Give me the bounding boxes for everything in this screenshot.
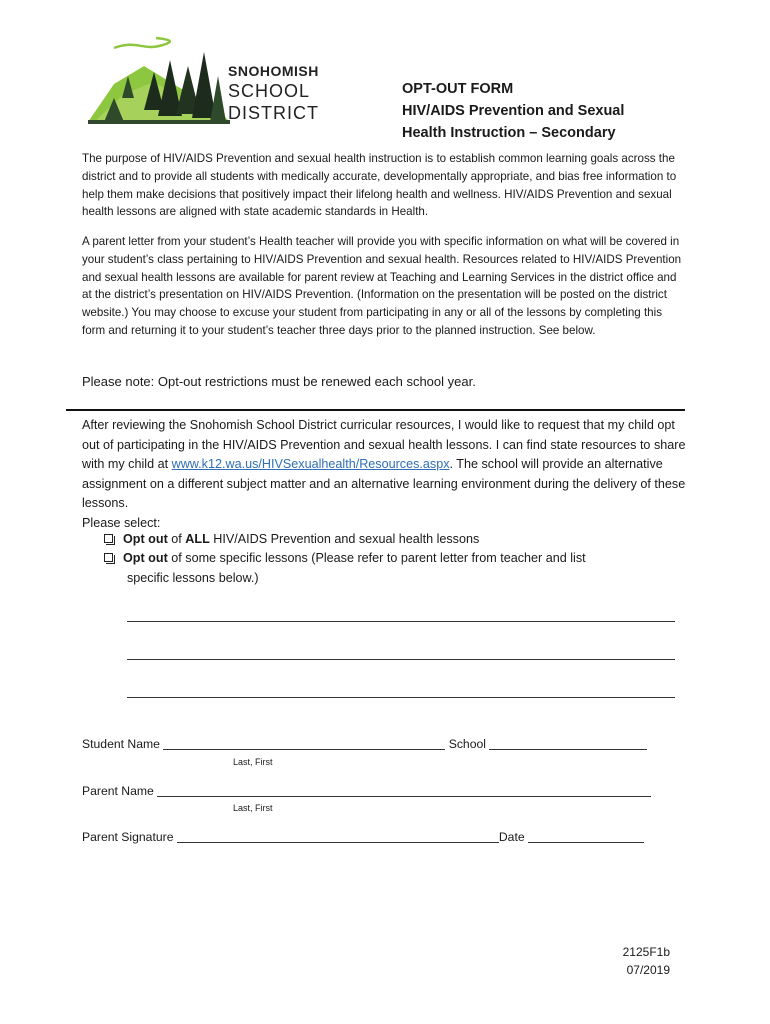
lesson-line-2[interactable] <box>127 659 675 660</box>
option-rest: HIV/AIDS Prevention and sexual health lessons <box>209 532 480 546</box>
trees-logo-icon <box>84 36 234 136</box>
checkbox-icon[interactable] <box>104 534 113 543</box>
resources-link[interactable]: www.k12.wa.us/HIVSexualhealth/Resources.aspx <box>171 457 450 472</box>
request-paragraph <box>82 416 687 534</box>
parent-name-row <box>82 784 651 798</box>
logo-line-3: DISTRICT <box>228 103 319 123</box>
date-label: Date <box>498 830 525 844</box>
request-text: After reviewing the Snohomish School District curricular resources, I would like to request that my child opt out of participating in the HIV/AIDS Prevention and sexual health lessons. I can find state resources to share with my child at <box>82 418 686 472</box>
lesson-line-3[interactable] <box>127 697 675 698</box>
please-select-label: Please select: <box>82 515 161 530</box>
parent-letter-paragraph: A parent letter from your student’s Health teacher will provide you with specific information on what will be covered in your student’s class pertaining to HIV/AIDS Prevention and sexual health. Resources related to HIV/AIDS Prevention and sexual health lessons are available for parent review at Teaching and Learning Services in the district office and at the district’s presentation on HIV/AIDS Prevention. (Information on the presentation will be posted on the district website.) You may choose to excuse your student from participating in any or all of the lessons by completing this form and returning it to your student’s teacher three days prior to the planned instruction. See below. <box>82 235 682 337</box>
parent-name-label: Parent Name <box>82 784 154 798</box>
option-bold: Opt out <box>123 532 168 546</box>
school-label: School <box>448 737 486 751</box>
option-bold-all: ALL <box>185 532 210 546</box>
logo-line-1: SNOHOMISH <box>228 63 319 79</box>
student-name-hint: Last, First <box>233 757 273 767</box>
option-opt-out-all[interactable] <box>104 530 664 550</box>
form-revision-date: 07/2019 <box>626 963 670 977</box>
title-line-3: Health Instruction – Secondary <box>402 125 616 141</box>
renewal-note: Please note: Opt-out restrictions must be renewed each school year. <box>82 374 476 389</box>
lesson-line-1[interactable] <box>127 621 675 622</box>
parent-signature-field[interactable] <box>177 830 499 843</box>
checkbox-icon[interactable] <box>104 553 113 562</box>
school-field[interactable] <box>489 737 647 750</box>
student-name-label: Student Name <box>82 737 160 751</box>
logo-line-2: SCHOOL <box>228 81 311 101</box>
logo-wordmark <box>228 64 348 122</box>
student-name-field[interactable] <box>163 737 445 750</box>
student-name-row <box>82 737 647 751</box>
section-divider <box>66 409 685 411</box>
option-mid: of <box>167 532 186 546</box>
parent-signature-label: Parent Signature <box>82 830 174 844</box>
option-rest: of some specific lessons (Please refer to parent letter from teacher and list <box>167 551 586 565</box>
title-line-1: OPT-OUT FORM <box>402 81 514 97</box>
form-code-block <box>590 943 670 979</box>
option-opt-out-some[interactable] <box>104 549 664 588</box>
form-title <box>402 78 702 144</box>
form-code: 2125F1b <box>622 945 670 959</box>
parent-name-hint: Last, First <box>233 803 273 813</box>
request-text-end: . The school will provide an alternative assignment on a different subject matter and an alternative learning environment during the delivery of these lessons. <box>82 457 686 511</box>
option-bold: Opt out <box>123 551 168 565</box>
parent-name-field[interactable] <box>157 784 651 797</box>
purpose-paragraph: The purpose of HIV/AIDS Prevention and sexual health instruction is to establish common learning goals across the district and to provide all students with medically accurate, developmentally appropriate, and bias free information to help them make decisions that positively impact their lifelong health and wellness. HIV/AIDS Prevention and sexual health lessons are aligned with state academic standards in Health. <box>82 152 677 219</box>
signature-row <box>82 830 644 844</box>
title-line-2: HIV/AIDS Prevention and Sexual <box>402 103 625 119</box>
option-rest-2: specific lessons below.) <box>127 570 259 585</box>
date-field[interactable] <box>528 830 644 843</box>
